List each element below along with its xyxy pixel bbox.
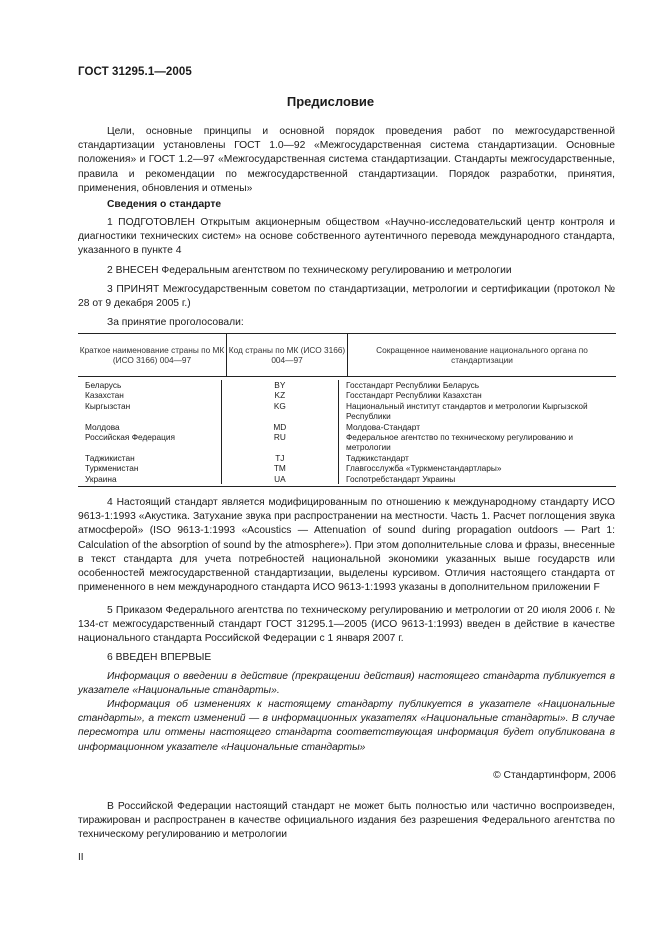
code-cell: KZ [274,390,286,401]
item-6-paragraph: 6 ВВЕДЕН ВПЕРВЫЕ [107,652,212,663]
code-cell: KG [273,400,286,411]
table-header [78,334,616,377]
table-body [78,377,616,486]
org-cell: Госпотребстандарт Украины [346,473,456,484]
country-cell: Молдова [85,421,120,432]
org-cell: Федеральное агентство по техническому регулированию и метрологии [346,431,574,453]
country-cell: Беларусь [85,380,122,390]
code-cell: TJ [275,452,285,463]
country-cell: Туркменистан [85,463,139,474]
code-cell: BY [274,380,286,390]
item-5-paragraph: 5 Приказом Федерального агентства по техническому регулированию и метрологии от 20 июля 2006 г. № 134-ст межгосударственный стандарт ГОСТ 31295.1—2005 (ИСО 9613-1:1993) введен в действие в качестве национального стандарта Российской Федерации с 1 января 2007 г. [78,605,615,645]
page-title: Предисловие [286,94,375,109]
intro-paragraph: Цели, основные принципы и основной порядок проведения работ по межгосударственной стандартизации установлены ГОСТ 1.0—92 «Межгосударственная система стандартизации. Основные положения» и ГОСТ 1.2—97 «Межгосударственная система стандартизации. Стандарты межгосударственные, правила и рекомендации по межгосударственной стандартизации. Порядок разработки, принятия, применения, обновления и отмены» [78,126,615,194]
voted-label: За принятие проголосовали: [107,317,244,328]
info-publication-paragraph: Информация о введении в действие (прекращении действия) настоящего стандарта публикуется в указателе «Национальные стандарты». [78,671,615,697]
header-country: Краткое наименование страны по МК (ИСО 3166) 004—97 [78,334,227,376]
country-cell: Казахстан [85,390,124,401]
country-cell: Российская Федерация [85,431,176,442]
country-column [78,380,222,484]
country-cell: Кыргызстан [85,400,131,411]
reproduction-notice: В Российской Федерации настоящий стандарт не может быть полностью или частично воспроизведен, тиражирован и распространен в качестве официального издания без разрешения Федерального агентства по техническому регулированию и метрологии [78,801,615,841]
item-1-paragraph: 1 ПОДГОТОВЛЕН Открытым акционерным обществом «Научно-исследовательский центр контроля и диагностики технических систем» на основе собственного аутентичного перевода международного стандарта, указанного в пункте 4 [78,217,615,257]
code-column [222,380,339,484]
voting-table [78,333,616,487]
item-2-paragraph: 2 ВНЕСЕН Федеральным агентством по техническому регулированию и метрологии [107,265,512,276]
header-code: Код страны по МК (ИСО 3166) 004—97 [227,334,348,376]
copyright-notice: © Стандартинформ, 2006 [493,770,616,781]
page-number: II [78,852,84,863]
code-cell: TM [273,463,286,474]
org-cell: Молдова-Стандарт [346,421,421,432]
org-cell: Главгосслужба «Туркменстандартлары» [346,463,502,474]
code-cell: RU [273,431,286,442]
code-cell: UA [274,473,286,484]
section-title: Сведения о стандарте [107,199,222,210]
header-org: Сокращенное наименование национального органа по стандартизации [376,344,588,365]
code-cell: MD [273,421,287,432]
org-cell: Национальный институт стандартов и метрологии Кыргызской Республики [346,400,588,422]
country-cell: Таджикистан [85,452,135,463]
org-cell: Госстандарт Республики Беларусь [346,380,480,390]
item-4-paragraph: 4 Настоящий стандарт является модифицированным по отношению к международному стандарту ИСО 9613-1:1993 «Акустика. Затухание звука при распространении на местности. Часть 1. Расчет поглощения звука атмосферой» (ISO 9613-1:1993 «Acoustics — Attenuation of sound during propagation outdoors — Part 1: Calculation of the absorption of sound by the atmosphere»). При этом дополнительные слова и фразы, внесенные в текст стандарта для учета потребностей национальной экономики указанных выше государств или особенностей межгосударственной стандартизации, выделены курсивом. Отличия настоящего стандарта от примененного в нем международного стандарта ИСО 9613-1:1993 указаны в дополнительном приложении F [78,497,615,594]
org-cell: Госстандарт Республики Казахстан [346,390,482,401]
org-cell: Таджикстандарт [346,452,409,463]
info-changes-paragraph: Информация об изменениях к настоящему стандарту публикуется в указателе «Национальные стандарты», а текст изменений — в информационных указателях «Национальные стандарты». В случае пересмотра или отмены настоящего стандарта соответствующая информация будет опубликована в информационном указателе «Национальные стандарты» [78,699,615,753]
document-id-header: ГОСТ 31295.1—2005 [78,66,192,78]
org-column [339,380,616,484]
item-3-paragraph: 3 ПРИНЯТ Межгосударственным советом по стандартизации, метрологии и сертификации (протокол № 28 от 9 декабря 2005 г.) [78,284,615,310]
country-cell: Украина [85,473,117,484]
